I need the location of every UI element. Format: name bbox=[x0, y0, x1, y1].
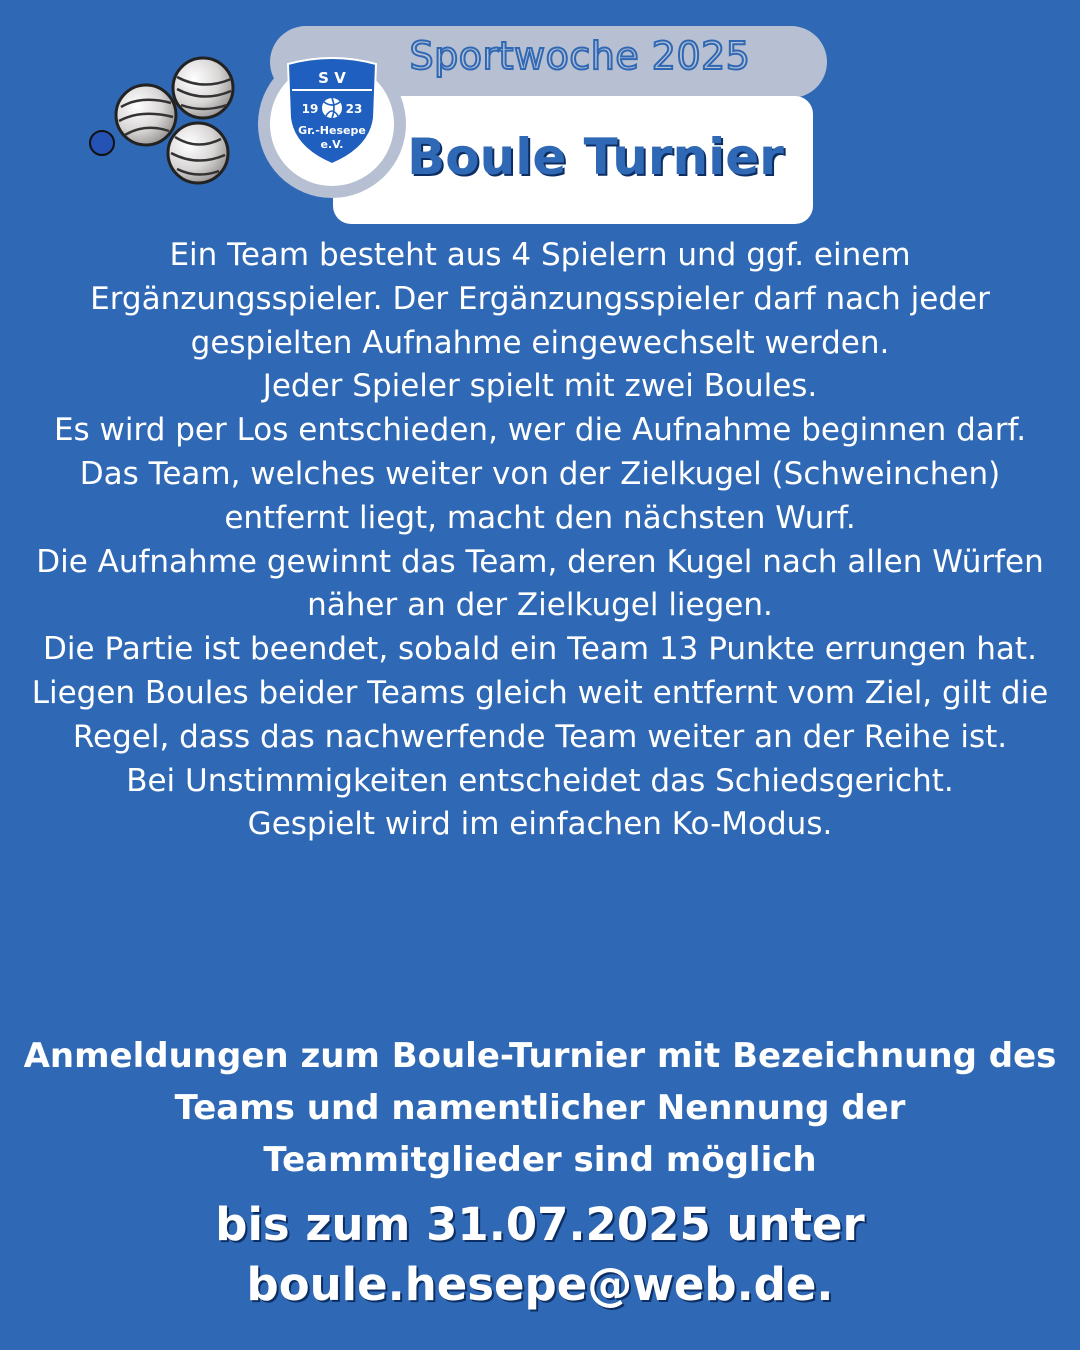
boule-ball-bottom bbox=[168, 123, 228, 183]
rule-paragraph: Liegen Boules beider Teams gleich weit entfernt vom Ziel, gilt die Regel, dass das nachwerfende Team weiter an der Reihe ist. bbox=[31, 674, 1049, 755]
rule-paragraph: Jeder Spieler spielt mit zwei Boules. bbox=[262, 368, 818, 405]
logo-suffix: e.V. bbox=[320, 138, 344, 151]
boule-ball-top bbox=[173, 58, 233, 118]
rule-paragraph: Es wird per Los entschieden, wer die Aufnahme beginnen darf. bbox=[53, 412, 1027, 449]
page-title: Boule Turnier bbox=[407, 128, 784, 186]
banner-subtitle: Sportwoche 2025 bbox=[409, 34, 751, 78]
club-logo-shield-icon bbox=[284, 56, 380, 168]
deadline-date: bis zum 31.07.2025 unter bbox=[215, 1198, 865, 1251]
deadline-block bbox=[20, 1195, 1060, 1315]
volleyball-icon bbox=[322, 98, 342, 118]
rule-paragraph: Die Partie ist beendet, sobald ein Team 13 Punkte errungen hat. bbox=[43, 631, 1037, 668]
boule-ball-left bbox=[116, 85, 176, 145]
signup-text: Anmeldungen zum Boule-Turnier mit Bezeichnung des Teams und namentlicher Nennung der Teammitglieder sind möglich bbox=[23, 1036, 1057, 1180]
logo-place: Gr.-Hesepe bbox=[298, 124, 366, 137]
rules-text bbox=[20, 234, 1060, 847]
contact-email: boule.hesepe@web.de. bbox=[246, 1258, 834, 1311]
logo-year-right: 23 bbox=[345, 102, 363, 116]
rule-paragraph: Ein Team besteht aus 4 Spielern und ggf. einem Ergänzungsspieler. Der Ergänzungsspieler darf nach jeder gespielten Aufnahme eingewechselt werden. bbox=[90, 237, 990, 361]
rule-paragraph: Das Team, welches weiter von der Zielkugel (Schweinchen) entfernt liegt, macht den nächsten Wurf. bbox=[79, 455, 1001, 536]
rule-paragraph: Die Aufnahme gewinnt das Team, deren Kugel nach allen Würfen näher an der Zielkugel liegen. bbox=[36, 543, 1044, 624]
boule-balls-icon bbox=[85, 55, 245, 190]
header bbox=[0, 0, 1080, 230]
logo-initials: S V bbox=[318, 69, 346, 87]
rule-paragraph: Bei Unstimmigkeiten entscheidet das Schiedsgericht. bbox=[126, 762, 954, 799]
rule-paragraph: Gespielt wird im einfachen Ko-Modus. bbox=[247, 806, 833, 843]
logo-year-left: 19 bbox=[301, 102, 319, 116]
